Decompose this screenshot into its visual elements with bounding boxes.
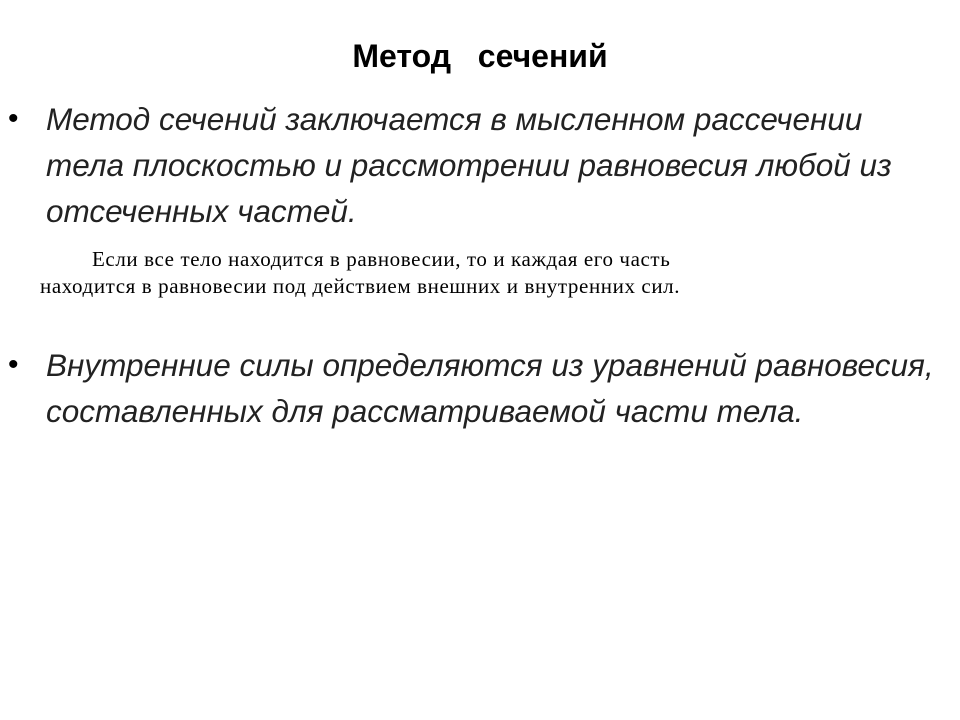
bullet-text: Метод сечений заключается в мысленном рассечении тела плоскостью и рассмотрении равновесия любой из отсеченных частей. — [46, 101, 892, 229]
quote-line: находится в равновесии под действием внешних и внутренних сил. — [40, 274, 681, 298]
quote-line: Если все тело находится в равновесии, то и каждая его часть — [92, 247, 671, 271]
bullet-text: Внутренние силы определяются из уравнений равновесия, составленных для рассматриваемой части тела. — [46, 347, 934, 429]
slide-title: Метод сечений — [352, 38, 608, 74]
bullet-marker: • — [8, 348, 19, 381]
bullet-marker: • — [8, 102, 19, 135]
quoted-statement — [40, 246, 860, 300]
